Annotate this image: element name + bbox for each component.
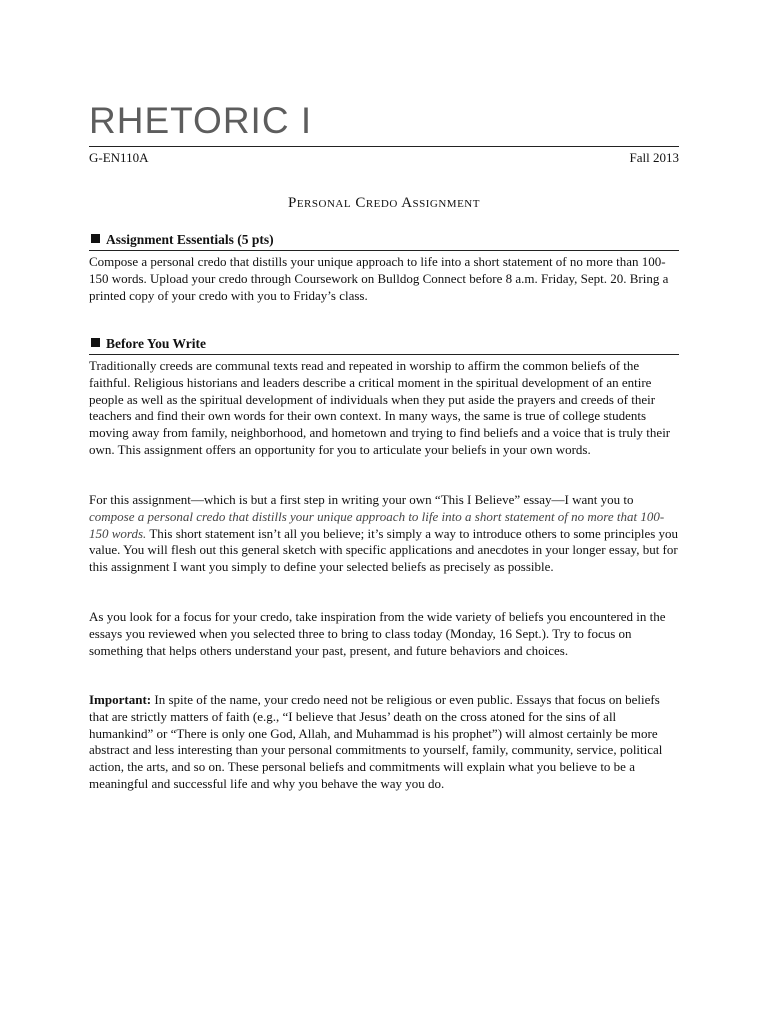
assignment-title: Personal Credo Assignment xyxy=(288,195,480,211)
section-heading-label: Assignment Essentials (5 pts) xyxy=(106,232,274,247)
section-heading-before-you-write xyxy=(89,334,679,355)
paragraph-text: This short statement isn’t all you believe; it’s simply a way to introduce others to some principles you value. You will flesh out this general sketch with specific applications and anecdotes in your longer essay, but for this assignment I want you simply to define your selected beliefs as precisely as possible. xyxy=(89,525,679,575)
header-rule xyxy=(89,146,679,165)
before-paragraph-2 xyxy=(89,492,679,576)
important-label: Important: xyxy=(89,692,152,707)
paragraph-text: For this assignment—which is but a first step in writing your own “This I Believe” essay—I want you to xyxy=(89,492,634,507)
course-code: G-EN110A xyxy=(89,150,149,165)
emphasized-text: compose a personal credo that distills your unique approach to life into a short statement of no more that 100-150 words. xyxy=(89,508,665,541)
essentials-paragraph: Compose a personal credo that distills your unique approach to life into a short statement of no more than 100-150 words. Upload your credo through Coursework on Bulldog Connect before 8 a.m. Friday, Sept. 20. Bring a printed copy of your credo with you to Friday’s class. xyxy=(89,254,669,303)
section-heading-label: Before You Write xyxy=(106,336,206,351)
term: Fall 2013 xyxy=(629,150,679,165)
square-bullet-icon xyxy=(91,338,100,347)
before-paragraph-1: Traditionally creeds are communal texts read and repeated in worship to affirm the common beliefs of the faithful. Religious historians and leaders describe a critical moment in the spiritual development of an entire people as well as the spiritual development of individuals when they put aside the prayers and creeds of their teachers and find their own words for their own context. In many ways, the same is true of college students moving away from family, neighborhood, and hometown and trying to find beliefs and a voice that is truly their own. This assignment offers an opportunity for you to articulate your beliefs in your own words. xyxy=(89,358,671,457)
before-paragraph-3: As you look for a focus for your credo, take inspiration from the wide variety of beliefs you encountered in the essays you reviewed when you selected three to bring to class today (Monday, 16 Sept.). Try to focus on something that helps others understand your past, present, and future behaviors and choices. xyxy=(89,609,666,658)
paragraph-text: In spite of the name, your credo need not be religious or even public. Essays that focus on beliefs that are strictly matters of faith (e.g., “I believe that Jesus’ death on the cross atoned for the sins of all humankind” or “There is only one God, Allah, and Muhammad is his prophet”) will almost certainly be more abstract and less interesting than your personal commitments to yourself, family, community, service, political action, the arts, and so on. These personal beliefs and commitments will explain what you believe to be a meaningful and successful life and why you behave the way you do. xyxy=(89,692,663,791)
before-paragraph-4 xyxy=(89,692,679,793)
square-bullet-icon xyxy=(91,234,100,243)
course-title: RHETORIC I xyxy=(89,100,313,141)
section-heading-essentials xyxy=(89,230,679,251)
